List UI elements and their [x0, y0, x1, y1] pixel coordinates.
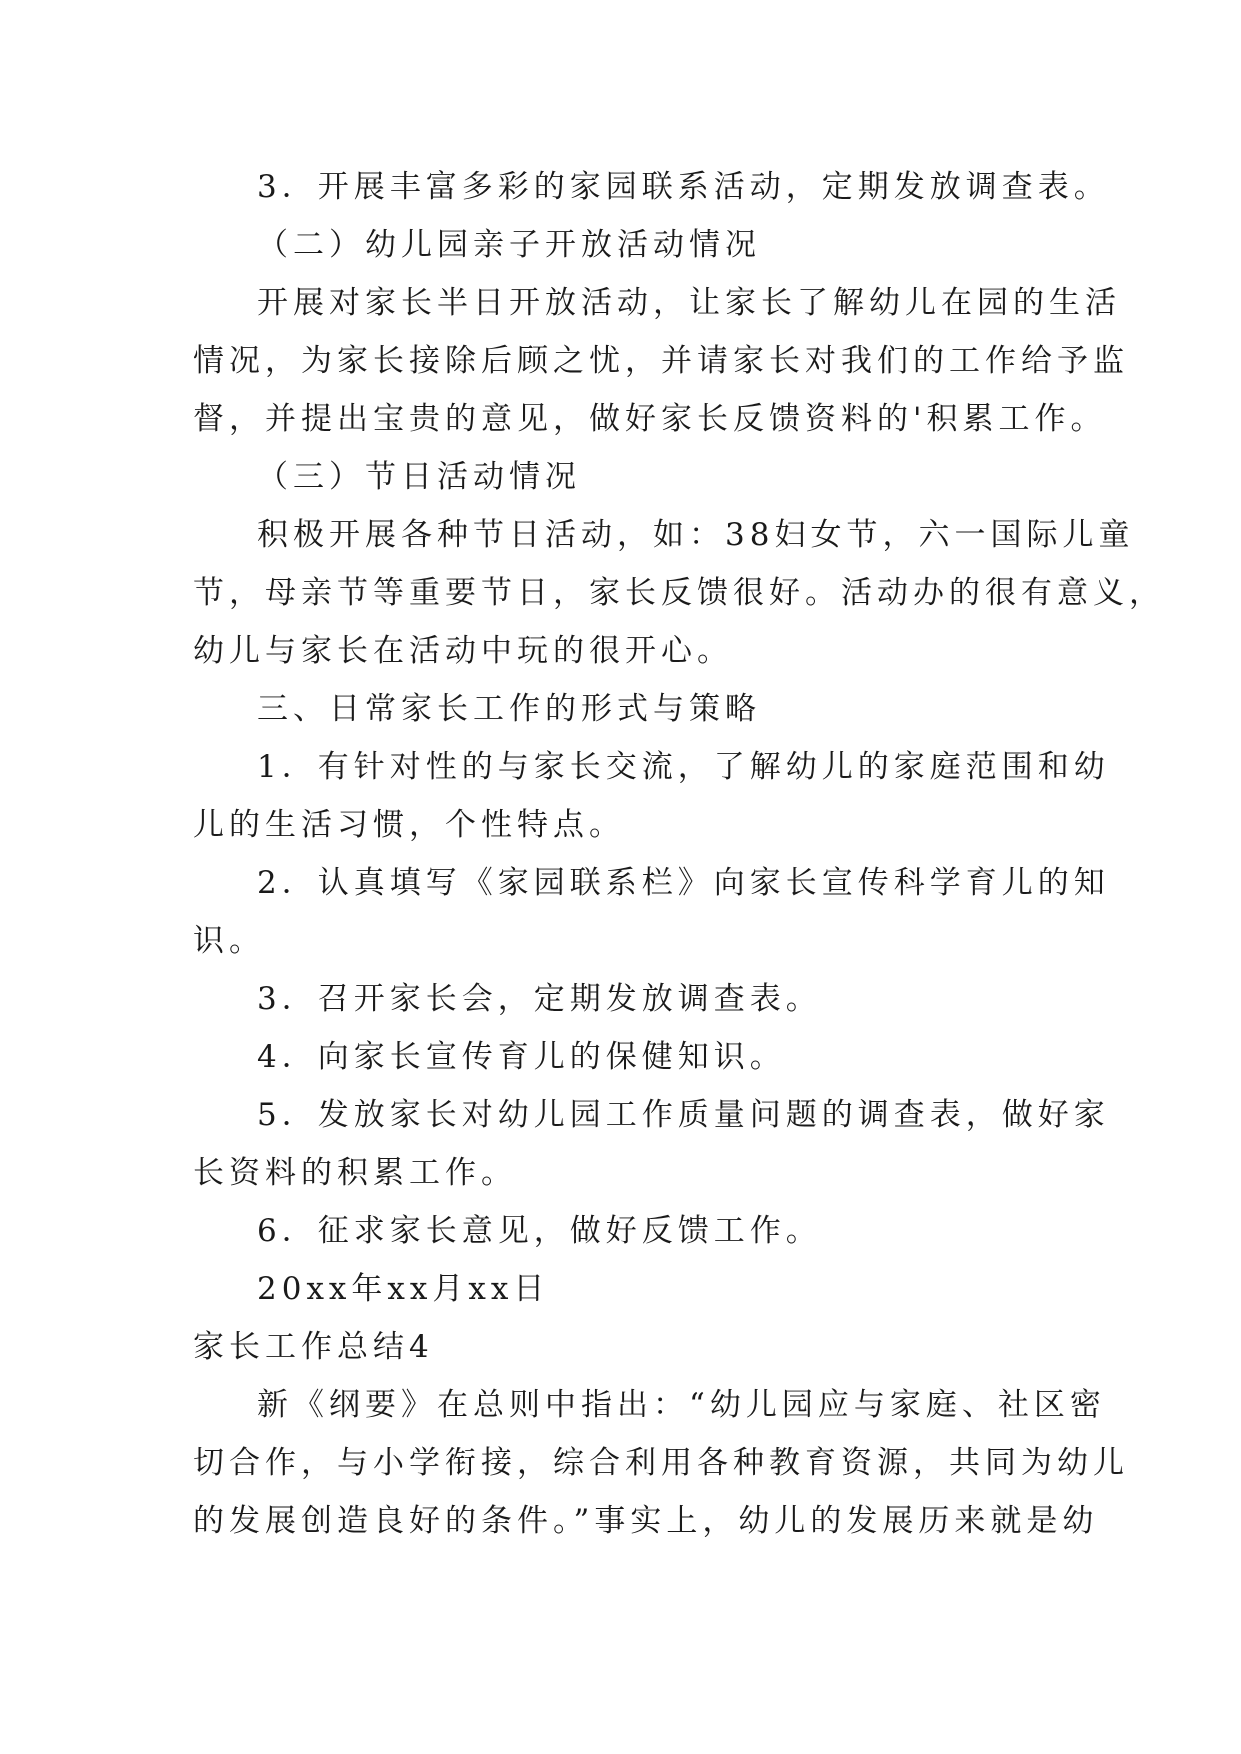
date-line: 20xx年xx月xx日 [257, 1271, 550, 1307]
list-item: 2．认真填写《家园联系栏》向家长宣传科学育儿的知 [257, 865, 1110, 901]
list-item: 3．召开家长会，定期发放调查表。 [257, 981, 822, 1017]
paragraph-line: 新《纲要》在总则中指出：“幼儿园应与家庭、社区密 [257, 1387, 1106, 1423]
document-title: 家长工作总结4 [193, 1329, 434, 1365]
section-heading: （二）幼儿园亲子开放活动情况 [257, 227, 761, 263]
paragraph-line: 开展对家长半日开放活动，让家长了解幼儿在园的生活 [257, 285, 1121, 321]
paragraph-line: 的发展创造良好的条件。”事实上，幼儿的发展历来就是幼 [193, 1503, 1099, 1539]
list-item-continuation: 识。 [193, 923, 265, 959]
list-item-continuation: 长资料的积累工作。 [193, 1155, 517, 1191]
paragraph-line: 积极开展各种节日活动，如：38妇女节，六一国际儿童 [257, 517, 1135, 553]
list-item: 3．开展丰富多彩的家园联系活动，定期发放调查表。 [257, 169, 1110, 205]
list-item-continuation: 儿的生活习惯，个性特点。 [193, 807, 625, 843]
document-body [193, 158, 1165, 1550]
section-heading: （三）节日活动情况 [257, 459, 581, 495]
paragraph-line: 情况，为家长接除后顾之忧，并请家长对我们的工作给予监 [193, 343, 1129, 379]
list-item: 4．向家长宣传育儿的保健知识。 [257, 1039, 786, 1075]
paragraph-line: 督，并提出宝贵的意见，做好家长反馈资料的'积累工作。 [193, 401, 1107, 437]
paragraph-line: 切合作，与小学衔接，综合利用各种教育资源，共同为幼儿 [193, 1445, 1129, 1481]
list-item: 6．征求家长意见，做好反馈工作。 [257, 1213, 822, 1249]
paragraph-line: 幼儿与家长在活动中玩的很开心。 [193, 633, 733, 669]
list-item: 1．有针对性的与家长交流，了解幼儿的家庭范围和幼 [257, 749, 1110, 785]
list-item: 5．发放家长对幼儿园工作质量问题的调查表，做好家 [257, 1097, 1110, 1133]
paragraph-line: 节，母亲节等重要节日，家长反馈很好。活动办的很有意义， [193, 575, 1165, 611]
section-heading: 三、日常家长工作的形式与策略 [257, 691, 761, 727]
